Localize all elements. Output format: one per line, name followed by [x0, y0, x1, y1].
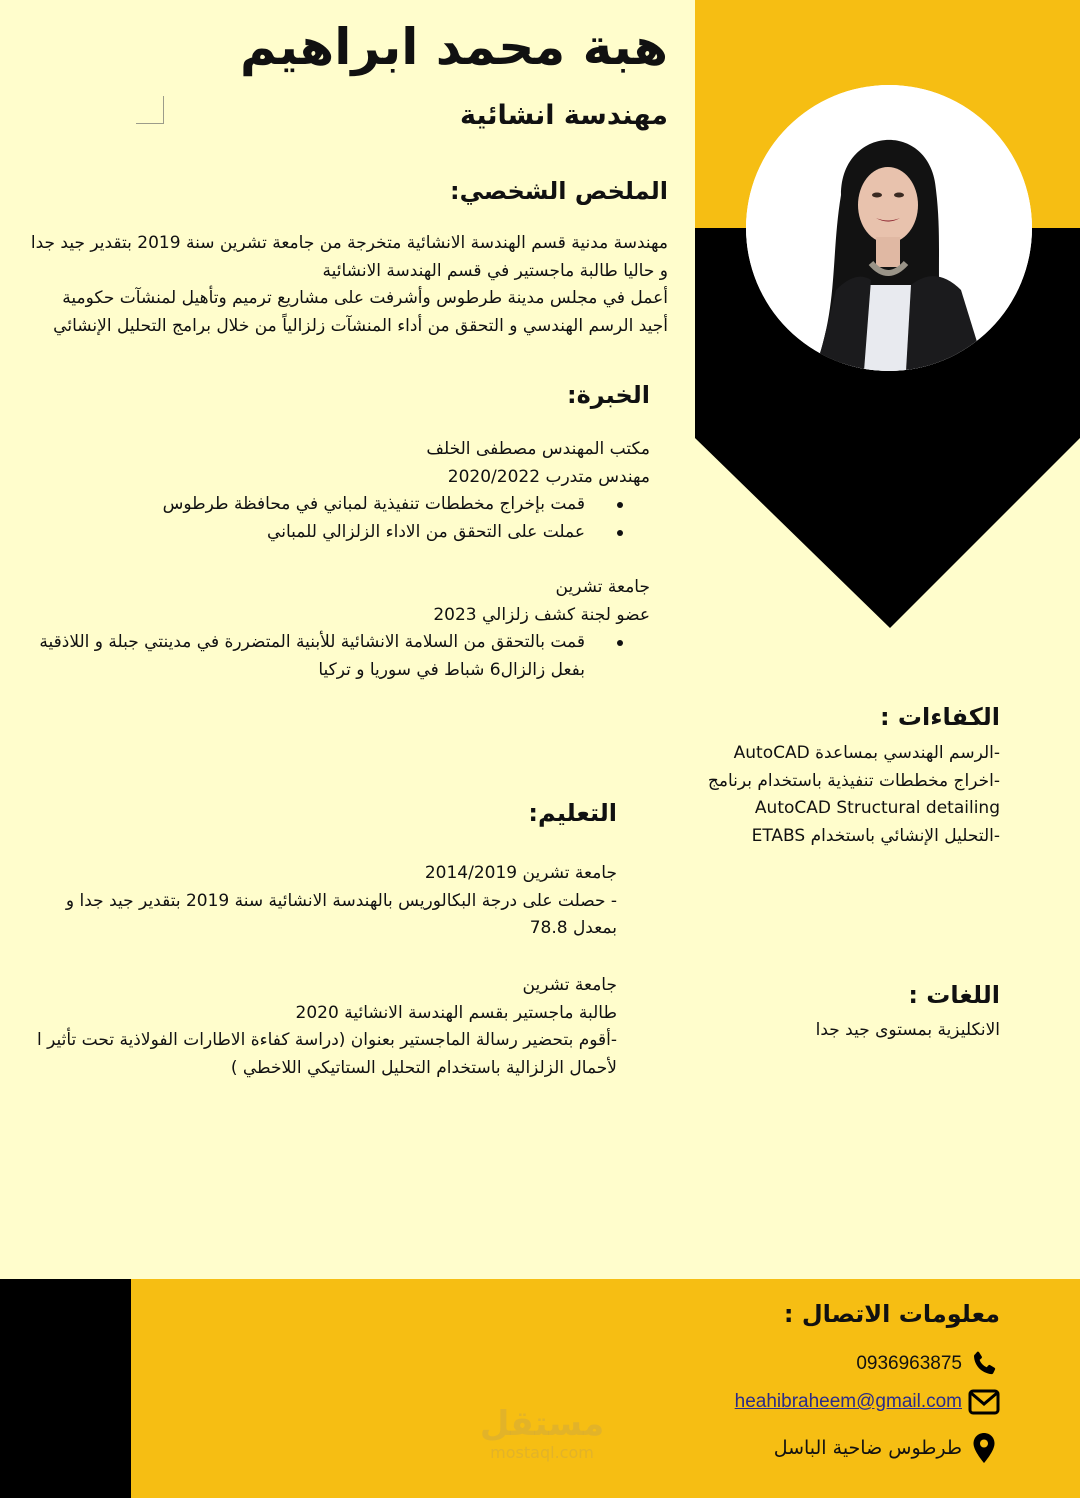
education-school: جامعة تشرين	[522, 975, 617, 995]
experience-item	[10, 436, 650, 546]
contact-address-row	[774, 1432, 1000, 1464]
education-item	[17, 972, 617, 1082]
experience-role: مهندس متدرب 2020/2022	[447, 466, 650, 487]
skills-heading: الكفاءات :	[879, 703, 1000, 731]
watermark-arabic: مستقل	[479, 1404, 605, 1444]
languages-list	[700, 1017, 1000, 1045]
person-name: هبة محمد ابراهيم	[239, 18, 668, 76]
skill-item: -اخراج مخططات تنفيذية باستخدام برنامج AutoCAD Structural detailing	[707, 770, 1000, 818]
phone-number[interactable]: 0936963875	[856, 1353, 962, 1374]
corner-mark	[136, 96, 164, 124]
experience-bullets	[10, 491, 650, 546]
experience-item	[10, 574, 650, 684]
experience-role: عضو لجنة كشف زلزالي 2023	[433, 604, 650, 625]
contact-email-row	[735, 1386, 1000, 1418]
experience-heading: الخبرة:	[566, 381, 650, 409]
email-link[interactable]: heahibraheem@gmail.com	[734, 1391, 962, 1412]
education-item	[17, 860, 617, 943]
languages-heading: اللغات :	[908, 981, 1000, 1009]
experience-org: مكتب المهندس مصطفى الخلف	[426, 439, 650, 459]
summary-line: و حاليا طالبة ماجستير في قسم الهندسة الانشائية	[322, 260, 668, 281]
education-heading: التعليم:	[528, 799, 617, 827]
summary-line: أجيد الرسم الهندسي و التحقق من أداء المنشآت زلزالياً من خلال برامج التحليل الإنشائي	[53, 315, 668, 336]
skill-item: -التحليل الإنشائي باستخدام ETABS	[751, 825, 1000, 846]
skill-item: -الرسم الهندسي بمساعدة AutoCAD	[733, 743, 1000, 763]
experience-bullets	[10, 629, 650, 684]
language-item: الانكليزية بمستوى جيد جدا	[815, 1020, 1000, 1040]
experience-bullet: عملت على التحقق من الاداء الزلزالي للمباني	[10, 519, 585, 547]
skills-list	[700, 740, 1000, 850]
summary-text	[8, 230, 668, 340]
watermark-latin: mostaql.com	[490, 1443, 594, 1462]
envelope-icon	[968, 1386, 1000, 1418]
watermark	[472, 1404, 612, 1462]
education-detail: - حصلت على درجة البكالوريس بالهندسة الانشائية سنة 2019 بتقدير جيد جدا و بمعدل 78.8	[65, 890, 617, 938]
education-detail: -أقوم بتحضير رسالة الماجستير بعنوان (دراسة كفاءة الاطارات الفولاذية تحت تأثير ا لأحمال الزلزالية باستخدام التحليل الستاتيكي اللاخطي )	[36, 1030, 617, 1078]
contact-heading: معلومات الاتصال :	[783, 1300, 1000, 1328]
footer-black-block	[0, 1279, 131, 1498]
map-pin-icon	[968, 1432, 1000, 1464]
experience-bullet: قمت بإخراج مخططات تنفيذية لمباني في محافظة طرطوس	[10, 491, 585, 519]
education-school: جامعة تشرين 2014/2019	[424, 863, 617, 883]
education-degree: طالبة ماجستير بقسم الهندسة الانشائية 2020	[295, 1002, 617, 1023]
address-text: طرطوس ضاحية الباسل	[773, 1437, 962, 1459]
job-title: مهندسة انشائية	[459, 100, 668, 131]
phone-icon	[968, 1348, 1000, 1380]
summary-heading: الملخص الشخصي:	[449, 177, 668, 205]
experience-org: جامعة تشرين	[555, 577, 650, 597]
contact-phone-row	[856, 1348, 1000, 1380]
experience-bullet: قمت بالتحقق من السلامة الانشائية للأبنية المتضررة في مدينتي جبلة و اللاذقية بفعل زالزال6 شباط في سوريا و تركيا	[10, 629, 585, 684]
profile-photo	[746, 85, 1032, 371]
summary-line: مهندسة مدنية قسم الهندسة الانشائية متخرجة من جامعة تشرين سنة 2019 بتقدير جيد جدا	[30, 233, 668, 253]
summary-line: أعمل في مجلس مدينة طرطوس وأشرفت على مشاريع ترميم وتأهيل لمنشآت حكومية	[62, 288, 668, 308]
